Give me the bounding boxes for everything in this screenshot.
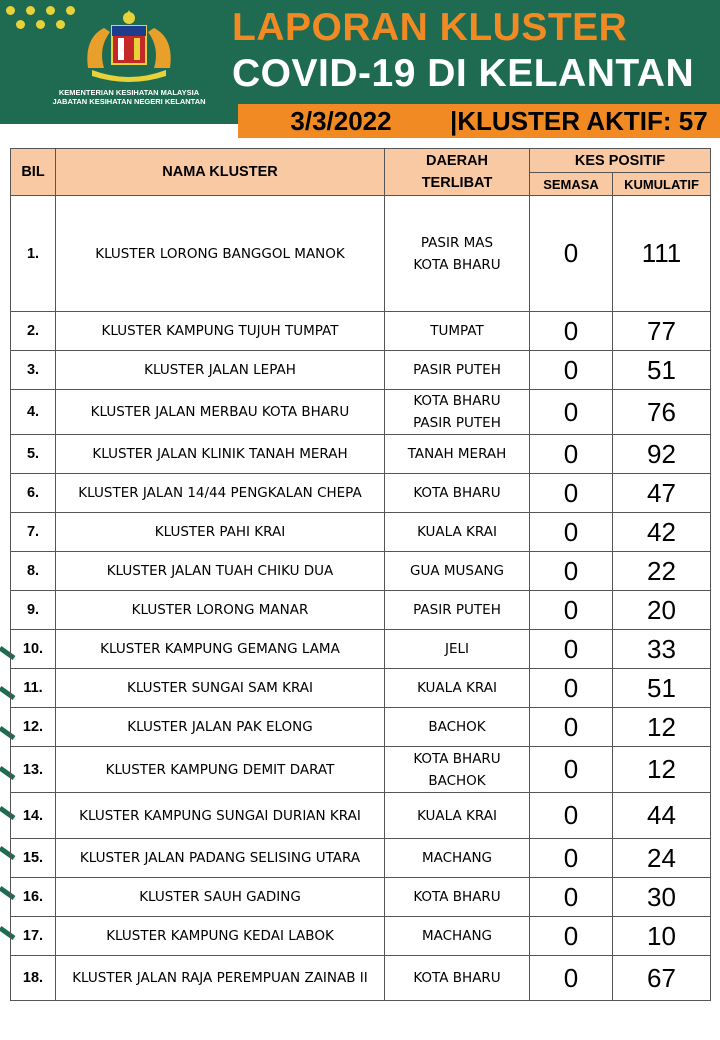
table-row <box>11 552 711 591</box>
table-row <box>11 435 711 474</box>
cumulative-cases: 22 <box>613 552 711 591</box>
report-date: 3/3/2022 <box>238 104 444 138</box>
row-number: 17. <box>11 917 56 956</box>
current-cases: 0 <box>530 878 613 917</box>
table-row <box>11 474 711 513</box>
district-cell <box>385 956 530 1001</box>
header-bil: BIL <box>11 149 56 196</box>
cluster-name: KLUSTER SUNGAI SAM KRAI <box>56 669 385 708</box>
cumulative-cases: 76 <box>613 390 711 435</box>
current-cases: 0 <box>530 839 613 878</box>
row-number: 18. <box>11 956 56 1001</box>
row-number: 4. <box>11 390 56 435</box>
current-cases: 0 <box>530 956 613 1001</box>
cluster-name: KLUSTER KAMPUNG SUNGAI DURIAN KRAI <box>56 793 385 839</box>
table-row <box>11 917 711 956</box>
current-cases: 0 <box>530 196 613 312</box>
current-cases: 0 <box>530 513 613 552</box>
row-number: 7. <box>11 513 56 552</box>
ministry-name <box>34 88 224 106</box>
cumulative-cases: 20 <box>613 591 711 630</box>
cluster-name: KLUSTER JALAN RAJA PEREMPUAN ZAINAB II <box>56 956 385 1001</box>
district-cell <box>385 747 530 793</box>
current-cases: 0 <box>530 917 613 956</box>
current-cases: 0 <box>530 312 613 351</box>
row-number: 3. <box>11 351 56 390</box>
cumulative-cases: 42 <box>613 513 711 552</box>
report-title-line-2: COVID-19 DI KELANTAN <box>232 52 695 95</box>
cluster-name: KLUSTER JALAN LEPAH <box>56 351 385 390</box>
cluster-name: KLUSTER PAHI KRAI <box>56 513 385 552</box>
district-cell <box>385 474 530 513</box>
malaysia-coat-of-arms-logo <box>74 8 184 88</box>
table-row <box>11 312 711 351</box>
current-cases: 0 <box>530 630 613 669</box>
current-cases: 0 <box>530 669 613 708</box>
table-row <box>11 591 711 630</box>
header-semasa: SEMASA <box>530 173 613 196</box>
table-row <box>11 630 711 669</box>
cumulative-cases: 12 <box>613 708 711 747</box>
district-name: KOTA BHARU <box>413 970 501 986</box>
table-row <box>11 878 711 917</box>
current-cases: 0 <box>530 747 613 793</box>
cluster-name: KLUSTER LORONG MANAR <box>56 591 385 630</box>
cluster-name: KLUSTER JALAN 14/44 PENGKALAN CHEPA <box>56 474 385 513</box>
cluster-name: KLUSTER JALAN KLINIK TANAH MERAH <box>56 435 385 474</box>
district-cell <box>385 839 530 878</box>
current-cases: 0 <box>530 390 613 435</box>
district-name: KOTA BHARU <box>413 393 501 409</box>
row-number: 11. <box>11 669 56 708</box>
header-daerah-line-2: TERLIBAT <box>421 175 493 191</box>
table-row <box>11 956 711 1001</box>
cumulative-cases: 67 <box>613 956 711 1001</box>
cluster-name: KLUSTER KAMPUNG KEDAI LABOK <box>56 917 385 956</box>
district-name: KUALA KRAI <box>417 680 497 696</box>
district-name: KOTA BHARU <box>413 256 501 273</box>
district-name: KUALA KRAI <box>417 807 497 824</box>
district-name: PASIR PUTEH <box>413 415 501 431</box>
cumulative-cases: 33 <box>613 630 711 669</box>
cumulative-cases: 44 <box>613 793 711 839</box>
active-cluster-count: |KLUSTER AKTIF: 57 <box>444 104 720 138</box>
table-row <box>11 708 711 747</box>
district-name: KOTA BHARU <box>413 889 501 905</box>
row-number: 6. <box>11 474 56 513</box>
row-number: 8. <box>11 552 56 591</box>
row-number: 16. <box>11 878 56 917</box>
cumulative-cases: 10 <box>613 917 711 956</box>
header-kes-positif: KES POSITIF <box>530 149 711 173</box>
cumulative-cases: 92 <box>613 435 711 474</box>
ministry-line-1: KEMENTERIAN KESIHATAN MALAYSIA <box>58 88 200 97</box>
cluster-name: KLUSTER JALAN PADANG SELISING UTARA <box>56 839 385 878</box>
district-name: KUALA KRAI <box>417 524 497 540</box>
header-nama-kluster: NAMA KLUSTER <box>56 149 385 196</box>
table-row <box>11 669 711 708</box>
current-cases: 0 <box>530 474 613 513</box>
table-row <box>11 793 711 839</box>
district-name: TUMPAT <box>430 323 484 339</box>
table-row <box>11 747 711 793</box>
report-title-line-1: LAPORAN KLUSTER <box>232 6 628 49</box>
ministry-line-2: JABATAN KESIHATAN NEGERI KELANTAN <box>52 97 206 106</box>
district-name: TANAH MERAH <box>407 446 507 462</box>
header-daerah-terlibat <box>385 149 530 196</box>
cluster-name: KLUSTER JALAN TUAH CHIKU DUA <box>56 552 385 591</box>
current-cases: 0 <box>530 793 613 839</box>
cumulative-cases: 30 <box>613 878 711 917</box>
cluster-name: KLUSTER SAUH GADING <box>56 878 385 917</box>
district-name: MACHANG <box>421 850 493 866</box>
current-cases: 0 <box>530 591 613 630</box>
district-name: BACHOK <box>428 719 486 735</box>
row-number: 14. <box>11 793 56 839</box>
cumulative-cases: 12 <box>613 747 711 793</box>
district-cell <box>385 435 530 474</box>
district-cell <box>385 513 530 552</box>
row-number: 9. <box>11 591 56 630</box>
row-number: 5. <box>11 435 56 474</box>
district-cell <box>385 591 530 630</box>
district-name: PASIR MAS <box>420 234 494 251</box>
cumulative-cases: 51 <box>613 669 711 708</box>
district-name: KOTA BHARU <box>413 485 501 501</box>
cluster-name: KLUSTER KAMPUNG TUJUH TUMPAT <box>56 312 385 351</box>
header-daerah-line-1: DAERAH <box>425 153 489 169</box>
district-name: GUA MUSANG <box>409 563 504 579</box>
current-cases: 0 <box>530 708 613 747</box>
district-cell <box>385 351 530 390</box>
cluster-table <box>10 148 711 1001</box>
row-number: 10. <box>11 630 56 669</box>
table-row <box>11 839 711 878</box>
district-cell <box>385 669 530 708</box>
cumulative-cases: 111 <box>613 196 711 312</box>
current-cases: 0 <box>530 552 613 591</box>
cluster-name: KLUSTER KAMPUNG GEMANG LAMA <box>56 630 385 669</box>
district-name: KOTA BHARU <box>413 750 501 767</box>
cumulative-cases: 51 <box>613 351 711 390</box>
header-kumulatif: KUMULATIF <box>613 173 711 196</box>
table-row <box>11 390 711 435</box>
district-name: PASIR PUTEH <box>413 602 501 618</box>
district-cell <box>385 390 530 435</box>
district-name: PASIR PUTEH <box>413 362 501 378</box>
current-cases: 0 <box>530 435 613 474</box>
row-number: 13. <box>11 747 56 793</box>
district-cell <box>385 793 530 839</box>
table-row <box>11 196 711 312</box>
row-number: 2. <box>11 312 56 351</box>
district-cell <box>385 917 530 956</box>
table-row <box>11 351 711 390</box>
district-name: BACHOK <box>428 772 486 789</box>
cluster-name: KLUSTER LORONG BANGGOL MANOK <box>56 196 385 312</box>
cumulative-cases: 47 <box>613 474 711 513</box>
district-cell <box>385 878 530 917</box>
row-number: 1. <box>11 196 56 312</box>
cumulative-cases: 77 <box>613 312 711 351</box>
district-cell <box>385 552 530 591</box>
district-cell <box>385 630 530 669</box>
district-cell <box>385 196 530 312</box>
district-cell <box>385 708 530 747</box>
district-cell <box>385 312 530 351</box>
district-name: MACHANG <box>421 928 493 944</box>
cluster-name: KLUSTER JALAN PAK ELONG <box>56 708 385 747</box>
row-number: 15. <box>11 839 56 878</box>
district-name: JELI <box>444 641 469 657</box>
cluster-name: KLUSTER JALAN MERBAU KOTA BHARU <box>56 390 385 435</box>
cluster-name: KLUSTER KAMPUNG DEMIT DARAT <box>56 747 385 793</box>
table-row <box>11 513 711 552</box>
row-number: 12. <box>11 708 56 747</box>
current-cases: 0 <box>530 351 613 390</box>
cumulative-cases: 24 <box>613 839 711 878</box>
